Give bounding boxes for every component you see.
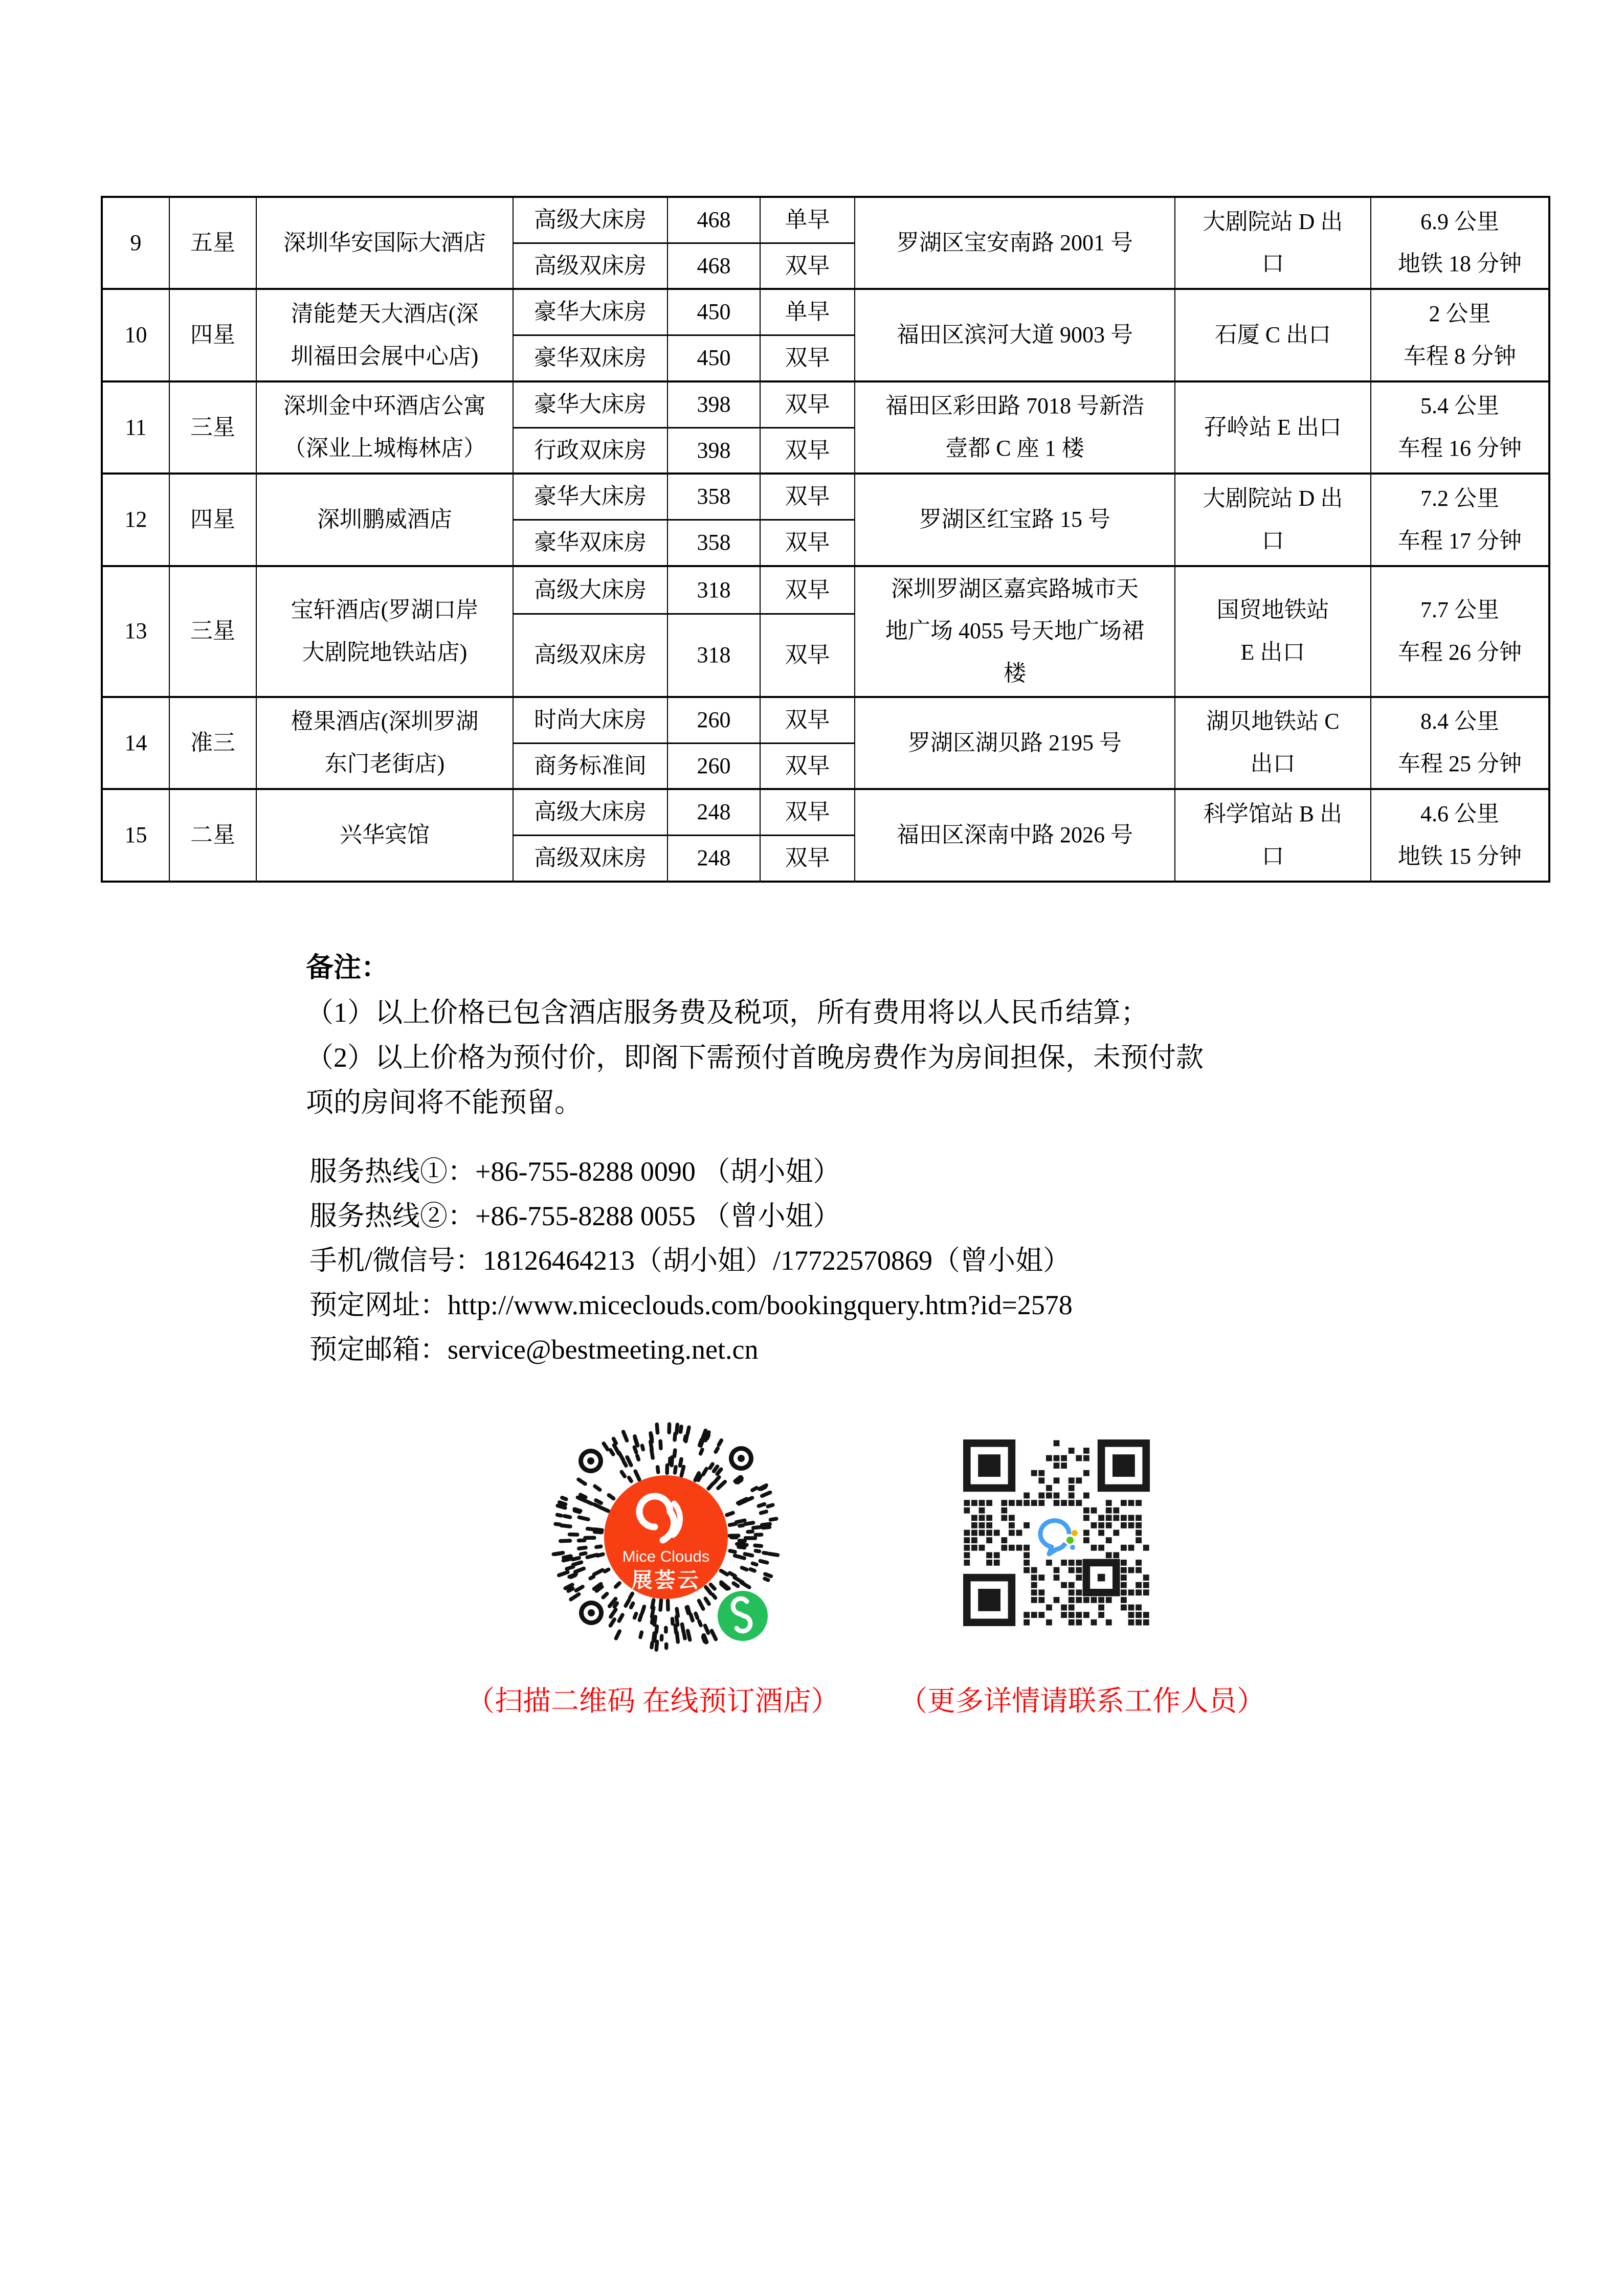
notes-heading: 备注： (306, 952, 389, 983)
cell-hotel-name: 深圳华安国际大酒店 (256, 197, 513, 289)
cell-star: 准三 (169, 697, 256, 789)
cell-star: 四星 (169, 289, 256, 381)
cell-distance: 6.9 公里 地铁 18 分钟 (1371, 197, 1549, 289)
cell-breakfast: 双早 (760, 427, 855, 474)
cell-price: 248 (668, 789, 760, 835)
cell-price: 318 (668, 614, 760, 697)
cell-room-type: 高级大床房 (513, 197, 668, 243)
cell-room-type: 豪华大床房 (513, 289, 668, 335)
cell-price: 358 (668, 520, 760, 566)
cell-no: 10 (102, 289, 169, 381)
cell-price: 468 (668, 243, 760, 289)
cell-address: 罗湖区红宝路 15 号 (855, 474, 1175, 566)
cell-room-type: 豪华双床房 (513, 335, 668, 381)
cell-address: 福田区深南中路 2026 号 (855, 789, 1175, 881)
cell-price: 358 (668, 474, 760, 520)
cell-address: 罗湖区湖贝路 2195 号 (855, 697, 1175, 789)
cell-star: 三星 (169, 566, 256, 697)
cell-price: 468 (668, 197, 760, 243)
qr-caption-left: （扫描二维码 在线预订酒店） (466, 1685, 839, 1717)
cell-address: 罗湖区宝安南路 2001 号 (855, 197, 1175, 289)
cell-room-type: 豪华双床房 (513, 520, 668, 566)
cell-address: 深圳罗湖区嘉宾路城市天 地广场 4055 号天地广场裙 楼 (855, 566, 1175, 697)
cell-metro: 孖岭站 E 出口 (1175, 381, 1371, 474)
cell-distance: 7.7 公里 车程 26 分钟 (1371, 566, 1549, 697)
cell-address: 福田区滨河大道 9003 号 (855, 289, 1175, 381)
hotel-row-sub1 (102, 566, 1549, 614)
cell-hotel-name: 宝轩酒店(罗湖口岸 大剧院地铁站店) (256, 566, 513, 697)
cell-star: 三星 (169, 381, 256, 474)
cell-breakfast: 单早 (760, 197, 855, 243)
cell-room-type: 豪华大床房 (513, 381, 668, 427)
hotel-row-sub1 (102, 381, 1549, 427)
cell-breakfast: 双早 (760, 381, 855, 427)
qr-center-logo (1031, 1506, 1081, 1556)
cell-no: 14 (102, 697, 169, 789)
cell-room-type: 高级大床房 (513, 789, 668, 835)
cell-hotel-name: 深圳金中环酒店公寓 （深业上城梅林店） (256, 381, 513, 474)
cell-metro: 石厦 C 出口 (1175, 289, 1371, 381)
cell-price: 248 (668, 836, 760, 882)
cell-breakfast: 双早 (760, 697, 855, 743)
hotel-row-sub1 (102, 789, 1549, 835)
cell-metro: 大剧院站 D 出 口 (1175, 197, 1371, 289)
note-line-1: （1）以上价格已包含酒店服务费及税项，所有费用将以人民币结算； (306, 997, 1148, 1028)
cell-breakfast: 双早 (760, 743, 855, 789)
cell-room-type: 豪华大床房 (513, 474, 668, 520)
cell-price: 450 (668, 335, 760, 381)
cell-breakfast: 双早 (760, 614, 855, 697)
cell-star: 五星 (169, 197, 256, 289)
cell-breakfast: 双早 (760, 243, 855, 289)
wechat-work-qr-code (955, 1432, 1158, 1634)
cell-room-type: 高级双床房 (513, 614, 668, 697)
hotel-row-sub1 (102, 289, 1549, 335)
cell-room-type: 行政双床房 (513, 427, 668, 474)
hotline-1: 服务热线①：+86-755-8288 0090 （胡小姐） (309, 1156, 841, 1187)
cell-hotel-name: 兴华宾馆 (256, 789, 513, 881)
cell-distance: 5.4 公里 车程 16 分钟 (1371, 381, 1549, 474)
logo-subtitle: 展荟云 (631, 1568, 701, 1592)
cell-price: 318 (668, 566, 760, 614)
hotel-row-sub1 (102, 474, 1549, 520)
logo-title: Mice Clouds (622, 1547, 710, 1565)
cell-hotel-name: 清能楚天大酒店(深 圳福田会展中心店) (256, 289, 513, 381)
cell-breakfast: 双早 (760, 566, 855, 614)
cell-metro: 湖贝地铁站 C 出口 (1175, 697, 1371, 789)
hotel-table (101, 196, 1550, 883)
miniprogram-qr-code (545, 1411, 785, 1654)
cell-price: 450 (668, 289, 760, 335)
cell-breakfast: 双早 (760, 335, 855, 381)
cell-distance: 2 公里 车程 8 分钟 (1371, 289, 1549, 381)
cell-price: 260 (668, 697, 760, 743)
cell-metro: 大剧院站 D 出 口 (1175, 474, 1371, 566)
cell-breakfast: 双早 (760, 474, 855, 520)
cell-room-type: 高级双床房 (513, 836, 668, 882)
cell-metro: 国贸地铁站 E 出口 (1175, 566, 1371, 697)
cell-distance: 4.6 公里 地铁 15 分钟 (1371, 789, 1549, 881)
qr-caption-right: （更多详情请联系工作人员） (899, 1685, 1265, 1717)
cell-price: 398 (668, 381, 760, 427)
cell-no: 12 (102, 474, 169, 566)
cell-star: 四星 (169, 474, 256, 566)
booking-email: 预定邮箱：service@bestmeeting.net.cn (309, 1334, 759, 1365)
cell-room-type: 高级双床房 (513, 243, 668, 289)
note-line-2-cont: 项的房间将不能预留。 (306, 1087, 582, 1118)
cell-star: 二星 (169, 789, 256, 881)
cell-room-type: 商务标准间 (513, 743, 668, 789)
cell-price: 260 (668, 743, 760, 789)
cell-no: 15 (102, 789, 169, 881)
cell-breakfast: 双早 (760, 836, 855, 882)
cell-room-type: 高级大床房 (513, 566, 668, 614)
note-line-2: （2）以上价格为预付价，即阁下需预付首晚房费作为房间担保，未预付款 (306, 1042, 1204, 1073)
cell-price: 398 (668, 427, 760, 474)
booking-url: 预定网址：http://www.miceclouds.com/bookingquery.htm?id=2578 (309, 1290, 1073, 1320)
cell-breakfast: 双早 (760, 789, 855, 835)
cell-breakfast: 双早 (760, 520, 855, 566)
cell-hotel-name: 深圳鹏威酒店 (256, 474, 513, 566)
hotline-2: 服务热线②：+86-755-8288 0055 （曾小姐） (309, 1201, 841, 1231)
cell-breakfast: 单早 (760, 289, 855, 335)
contact-section (309, 1150, 1073, 1372)
cell-no: 13 (102, 566, 169, 697)
cell-room-type: 时尚大床房 (513, 697, 668, 743)
hotel-row-sub1 (102, 697, 1549, 743)
cell-distance: 8.4 公里 车程 25 分钟 (1371, 697, 1549, 789)
cell-address: 福田区彩田路 7018 号新浩 壹都 C 座 1 楼 (855, 381, 1175, 474)
mobile-wechat: 手机/微信号：18126464213（胡小姐）/17722570869（曾小姐） (309, 1245, 1071, 1276)
cell-metro: 科学馆站 B 出 口 (1175, 789, 1371, 881)
cell-no: 9 (102, 197, 169, 289)
cell-no: 11 (102, 381, 169, 474)
cell-distance: 7.2 公里 车程 17 分钟 (1371, 474, 1549, 566)
hotel-row-sub1 (102, 197, 1549, 243)
notes-section (306, 945, 1204, 1125)
wechat-miniprogram-badge (718, 1591, 768, 1641)
cell-hotel-name: 橙果酒店(深圳罗湖 东门老街店) (256, 697, 513, 789)
hotel-table-section (101, 196, 1548, 883)
